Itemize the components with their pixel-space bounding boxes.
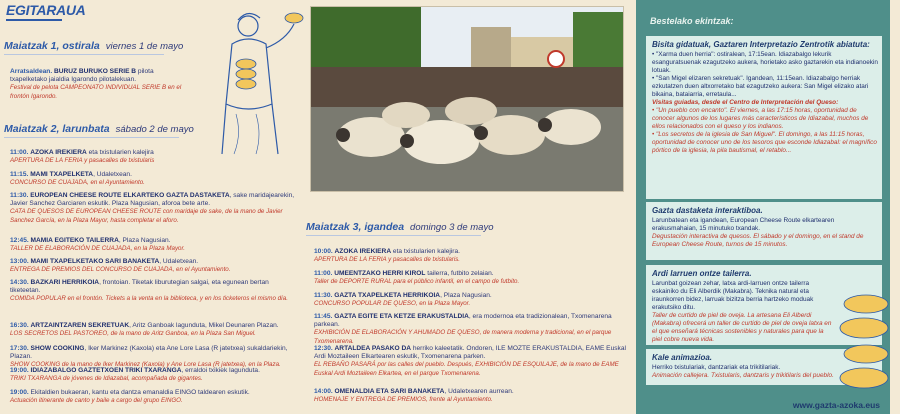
day3-divider bbox=[306, 235, 481, 236]
day2-event: 16:30. ARTZAINTZAREN SEKRETUAK, Aritz Ganboak lagunduta, Mikel Deunaren Plazan. LOS SECRETOS DEL PASTOREO, de la mano de Aritz Ganboa, en la Plaza San Miguel. bbox=[10, 322, 279, 338]
day2-event: 17:30. SHOW COOKING, Iker Markinez (Kaxola) eta Ane Lore Lasa (R jatetxea) sukaldariekin, Plazan. SHOW COOKING de la mano de Iker Markinez (Kaxola) y Ane Lore Lasa (R jatetxea), en la Plaza. bbox=[10, 345, 288, 369]
day2-event: 19:00. Ekitaldien bukaeran, kantu eta dantza emanaldia EINGO taldearen eskutik. Actuación itinerante de canto y baile a cargo del grupo EINGO. bbox=[10, 389, 250, 405]
day2-event: 11:30. EUROPEAN CHEESE ROUTE ELKARTEKO GAZTA DASTAKETA, sake maridajearekin, Javier Sanchez Garciaren eskutik. Plaza Nagusian, aforoa bete arte. CATA DE QUESOS DE EUROPEAN CHEESE ROUTE con maridaje de sake, de la mano de Javier Sanchez García, en la Plaza Mayor, hasta completar el aforo. bbox=[10, 192, 295, 224]
day3-event: 14:00. OMENALDIA ETA SARI BANAKETA, Udaletxearen aurrean. HOMENAJE Y ENTREGA DE PREMIOS, frente al Ayuntamiento. bbox=[314, 388, 514, 404]
title-underline bbox=[6, 19, 62, 21]
other-activities-panel bbox=[636, 0, 890, 414]
day1-divider bbox=[4, 54, 164, 55]
cheese-stack-illustration bbox=[830, 284, 890, 394]
day3-event: 11:30. GAZTA TXAPELKETA HERRIKOIA, Plaza Nagusian. CONCURSO POPULAR DE QUESO, en la Plaza Mayor. bbox=[314, 292, 492, 308]
day2-event: 19:00. IDIAZABALGO GAZTETXOEN TRIKI TXARANGA, erraldoi txikiek lagunduta. TRIKI TXARANGA de jóvenes de Idiazabal, acompañada de gigantes. bbox=[10, 367, 260, 383]
website-link[interactable]: www.gazta-azoka.eus bbox=[792, 400, 880, 410]
day3-event: 12:30. ARTALDEA PASAKO DA herriko kaleetatik. Ondoren, ILE MOZTE ERAKUSTALDIA, EAME Euskal Ardi Moztaileen Elkartearen eskutik, Txomenarena parken. EL REBAÑO PASARÁ por las calles del pueblo. Después, EXHIBICIÓN DE ESQUILAJE, de la mano de EAME Euskal Ardi Moztaileen Elkartea, en el parque Txomenarena. bbox=[314, 345, 626, 377]
program-left-column bbox=[0, 0, 302, 414]
shepherd-illustration bbox=[186, 4, 304, 164]
day3-event: 11:45. GAZTA EGITE ETA KETZE ERAKUSTALDIA, era modernoa eta tradizionalean, Txomenarena parkean. EXHIBICIÓN DE ELABORACIÓN Y AHUMADO DE QUESO, de manera moderna y tradicional, en el parque Txomenarena. bbox=[314, 313, 612, 345]
page-title: EGITARAUA bbox=[6, 2, 86, 18]
day2-event: 11:00. AZOKA IREKIERA eta txistularien kalejira APERTURA DE LA FERIA y pasacalles de txistularis bbox=[10, 149, 155, 165]
cheese-tasting-box: Gazta dastaketa interaktiboa. Larunbatean eta igandean, European Cheese Route elkartearen erakusmahaian, 15 minutuko txandak. Degustación interactiva de quesos. El sábado y el domingo, en el stand de European Cheese Route, turnos de 15 minutos. bbox=[646, 202, 882, 260]
day1-heading: Maiatzak 1, ostirala viernes 1 de mayo bbox=[4, 40, 184, 52]
day2-event: 14:30. BAZKARI HERRIKOIA, frontoian. Tiketak liburutegian salgai, eta egunean bertan tiketeetan. COMIDA POPULAR en el frontón. Tickets a la venta en la biblioteca, y en los ticketeros el mismo día. bbox=[10, 279, 288, 303]
day2-divider bbox=[4, 137, 179, 138]
day2-event: 12:45. MAMIA EGITEKO TAILERRA, Plaza Nagusian. TALLER DE ELABORACIÓN DE CUAJADA, en la Plaza Mayor. bbox=[10, 237, 186, 253]
day3-event: 11:00. UMEENTZAKO HERRI KIROL tailerra, futbito zelaian. Taller de DEPORTE RURAL para el público infantil, en el campo de futbito. bbox=[314, 270, 520, 286]
sheepskin-workshop-box: Ardi larruen ontze tailerra. Larunbat goizean zehar, latxa ardi-larruen ontze tailerra eskainiko du Eli Alberdik (Makabra). Teknika natural eta iraunkorren bidez, larruak bizitza berria hartzeko moduak erakutsiko ditu. Taller de curtido de piel de oveja. La artesana Eli Alberdi (Makabra) ofrecerá un taller de curtido de piel de oveja latxa en el que enseñará técnicas sostenibles y naturales para que la piel cobre nueva vida. bbox=[646, 265, 882, 345]
day2-heading: Maiatzak 2, larunbata sábado 2 de mayo bbox=[4, 123, 194, 135]
sheep-parade-photo bbox=[310, 6, 624, 192]
sheep-photo-image bbox=[311, 7, 624, 192]
day1-event: Arratsaldean. BURUZ BURUKO SERIE B pilota txapelketako jaialdia Igarondo pilotalekuan. Festival de pelota CAMPEONATO INDIVIDUAL SERIE B en el frontón Igarondo. bbox=[10, 68, 182, 100]
street-animation-box: Kale animazioa. Herriko txistulariak, dantzariak eta trikitilariak. Animación callejera. Txistularis, dantzaris y trikitilaris del pueblo. bbox=[646, 349, 882, 385]
day2-event: 13:00. MAMI TXAPELKETAKO SARI BANAKETA, Udaletxean. ENTREGA DE PREMIOS DEL CONCURSO DE CUAJADA, en el Ayuntamiento. bbox=[10, 258, 231, 274]
day2-event: 11:15. MAMI TXAPELKETA, Udaletxean. CONCURSO DE CUAJADA, en el Ayuntamiento. bbox=[10, 171, 145, 187]
guided-visits-box: Bisita gidatuak, Gaztaren Interpretazio Zentrotik abiatuta: • "Xarma duen herria": ostiralean, 17:15ean. Idiazabalgo lekurik esanguratsuenak ezagutzeko aukera, horietako asko gaztarekin eta indianoekin lotuak. • "San Migel elizaren sekretuak". Igandean, 11:15ean. Idiazabalgo herriak ezkutatzen duen altxorretako bat ezagutzeko aukera: San Migel elizako atari bikaina, bataiarria, erretaula... Visitas guiadas, desde el Centro de Interpretación del Queso: • "Un pueblo con encanto". El viernes, a las 17:15 horas, oportunidad de conocer algunos de los lugares más característicos de Idiazabal, muchos de ellos relacionados con el queso y los indianos. • "Los secretos de la iglesia de San Miguel". El domingo, a las 11:15 horas, oportunidad de conocer uno de los tesoros que esconde Idiazabal: el magnífico pórtico de la iglesia, la pila bautismal, el retablo... bbox=[646, 36, 882, 199]
other-activities-title: Bestelako ekintzak: bbox=[650, 16, 734, 26]
day3-event: 10:00. AZOKA IREKIERA eta txistularien kalejira. APERTURA DE LA FERIA y pasacalles de txistularis. bbox=[314, 248, 461, 264]
program-middle-column bbox=[302, 0, 632, 414]
day3-heading: Maiatzak 3, igandea domingo 3 de mayo bbox=[306, 221, 494, 233]
guided-visits-text: • "Xarma duen herria": ostiralean, 17:15ean. Idiazabalgo lekurik esanguratsuenak ezagutzeko aukera, horietako asko gaztarekin eta indianoekin lotuak. • "San Migel elizaren sekretuak". Igandean, 11:15ean. Idiazabalgo herriak ezkutatzen duen altxorretako bat ezagutzeko aukera: San Migel elizako atari bikaina, bataiarria, erretaula... Visitas guiadas, desde el Centro de Interpretación del Queso: • "Un pueblo con encanto". El viernes, a las 17:15 horas, oportunidad de conocer algunos de los lugares más característicos de Idiazabal, muchos de ellos relacionados con el queso y los indianos. • "Los secretos de la iglesia de San Miguel". El domingo, a las 11:15 horas, oportunidad de conocer uno de los tesoros que esconde Idiazabal: el magnífico pórtico de la iglesia, la pila bautismal, el retablo... bbox=[652, 51, 878, 154]
other-activities-column bbox=[632, 0, 900, 414]
